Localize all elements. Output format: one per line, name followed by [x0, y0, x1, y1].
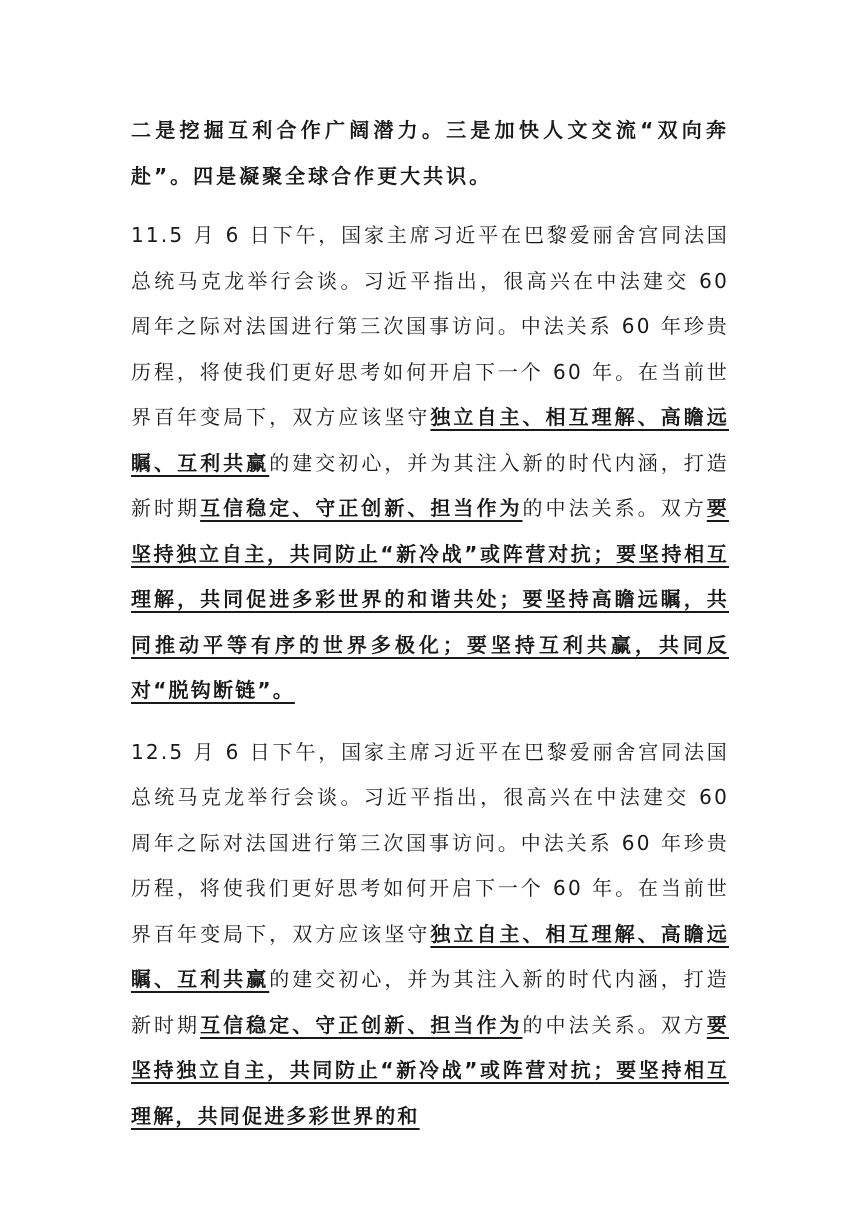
- item-12-run-5: 的中法关系。双方: [522, 1012, 707, 1037]
- document-body: [131, 108, 729, 1155]
- item-12-paragraph: [131, 730, 729, 1140]
- intro-paragraph: 二是挖掘互利合作广阔潜力。三是加快人文交流“双向奔赴”。四是凝聚全球合作更大共识。: [131, 118, 729, 188]
- item-11-run-6: 要坚持独立自主，共同防止“新冷战”或阵营对抗；要坚持相互理解，共同促进多彩世界的和谐共处；要坚持高瞻远瞩，共同推动平等有序的世界多极化；要坚持互利共赢，共同反对“脱钩断链”。: [131, 496, 729, 702]
- item-12-run-4: 互信稳定、守正创新、担当作为: [200, 1012, 523, 1037]
- item-12-run-6: 要坚持独立自主，共同防止“新冷战”或阵营对抗；要坚持相互理解，共同促进多彩世界的和: [131, 1012, 729, 1128]
- item-11-run-2: 独立自主、相互理解、高瞻远瞩、互利共赢: [131, 405, 729, 475]
- item-11-run-1: 11.5 月 6 日下午，国家主席习近平在巴黎爱丽舍宫同法国总统马克龙举行会谈。习近平指出，很高兴在中法建交 60 周年之际对法国进行第三次国事访问。中法关系 60 年珍贵历程，将使我们更好思考如何开启下一个 60 年。在当前世界百年变局下，双方应该坚守: [131, 223, 729, 429]
- item-11-run-3: 的建交初心，并为其注入新的时代内涵，打造新时期: [131, 450, 730, 520]
- item-12-run-2: 独立自主、相互理解、高瞻远瞩、互利共赢: [131, 921, 729, 991]
- item-12-run-1: 12.5 月 6 日下午，国家主席习近平在巴黎爱丽舍宫同法国总统马克龙举行会谈。习近平指出，很高兴在中法建交 60 周年之际对法国进行第三次国事访问。中法关系 60 年珍贵历程，将使我们更好思考如何开启下一个 60 年。在当前世界百年变局下，双方应该坚守: [131, 739, 729, 946]
- item-11-run-5: 的中法关系。双方: [522, 496, 707, 520]
- item-12-run-3: 的建交初心，并为其注入新的时代内涵，打造新时期: [131, 967, 730, 1037]
- item-11-paragraph: [131, 213, 729, 714]
- item-11-run-4: 互信稳定、守正创新、担当作为: [200, 496, 523, 520]
